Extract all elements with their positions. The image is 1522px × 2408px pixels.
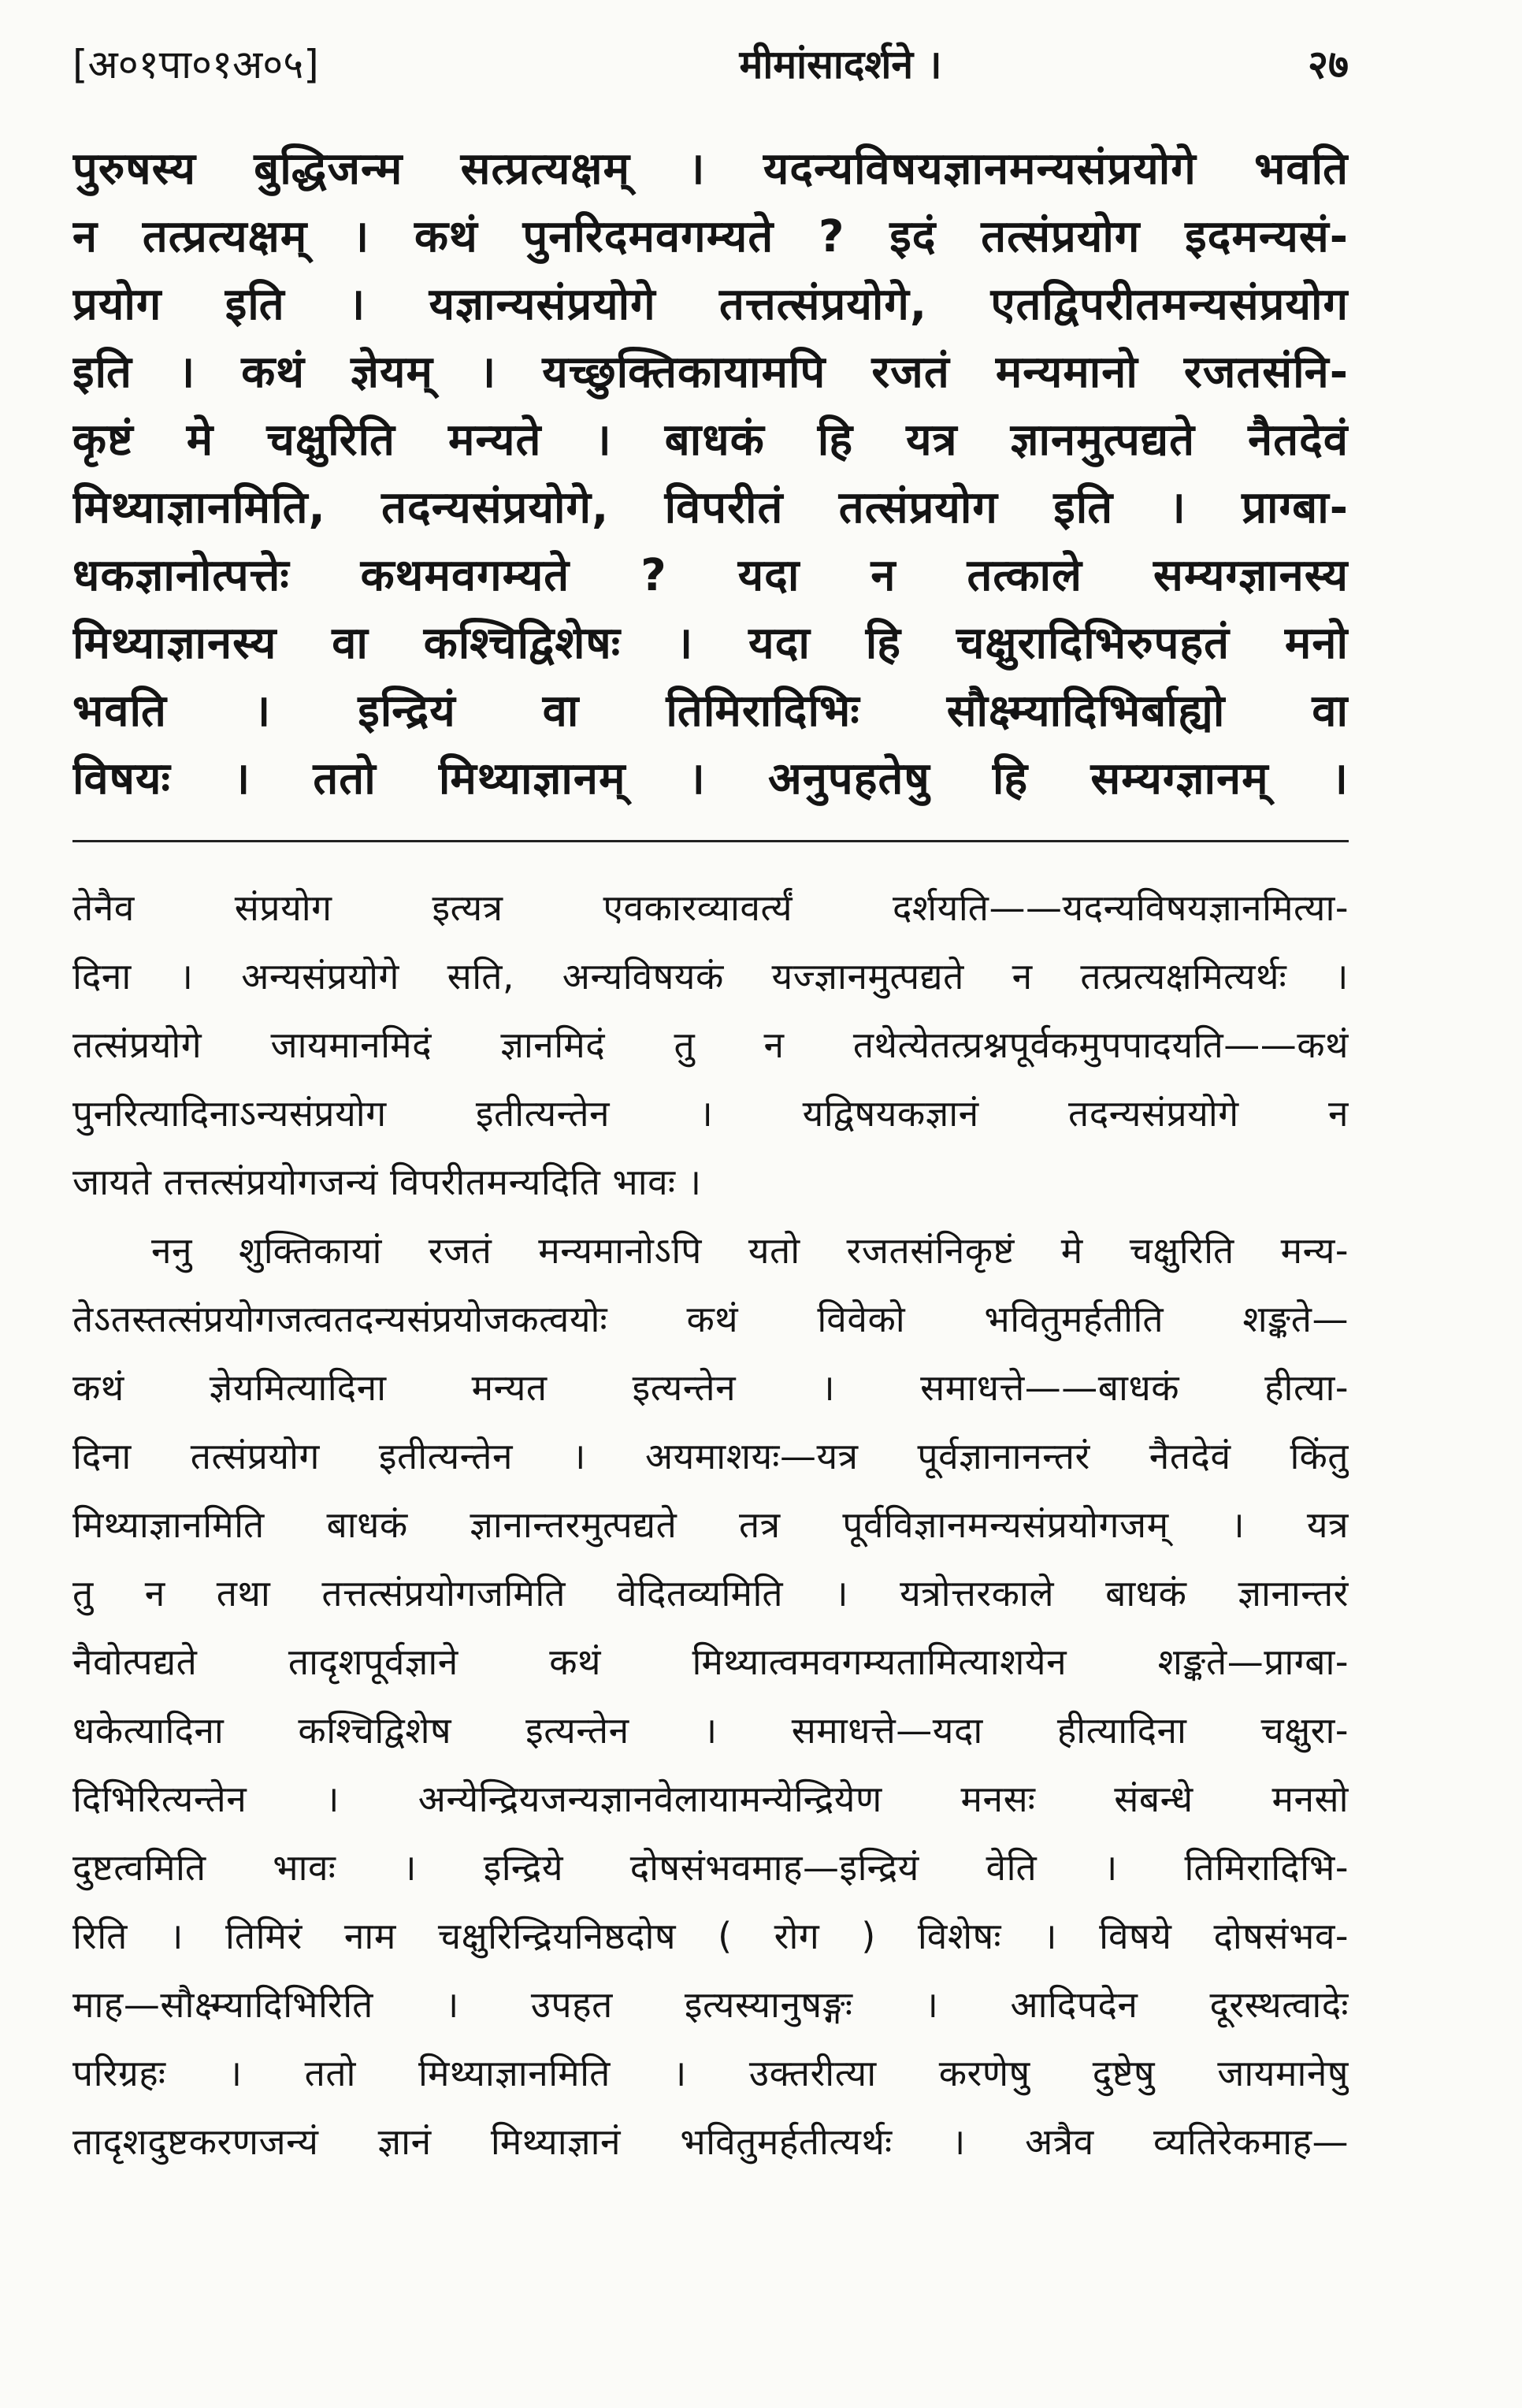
commentary-line: दिना । अन्यसंप्रयोगे सति, अन्यविषयकं यज्ज्ञानमुत्पद्यते न तत्प्रत्यक्षमित्यर्थः । xyxy=(72,955,1349,998)
commentary-line: दिना तत्संप्रयोग इतीत्यन्तेन । अयमाशयः—यत्र पूर्वज्ञानानन्तरं नैतदेवं किंतु xyxy=(72,1435,1349,1477)
commentary-line: पुनरित्यादिनाऽन्यसंप्रयोग इतीत्यन्तेन । यद्विषयकज्ञानं तदन्यसंप्रयोगे न xyxy=(72,1092,1349,1135)
commentary-line: मिथ्याज्ञानमिति बाधकं ज्ञानान्तरमुत्पद्यते तत्र पूर्वविज्ञानमन्यसंप्रयोगजम् । यत्र xyxy=(72,1503,1349,1546)
commentary-line: दुष्टत्वमिति भावः । इन्द्रिये दोषसंभवमाह—इन्द्रियं वेति । तिमिरादिभि- xyxy=(72,1846,1349,1889)
bhashya-line: प्रयोग इति । यज्ञान्यसंप्रयोगे तत्तत्संप्रयोगे, एतद्विपरीतमन्यसंप्रयोग xyxy=(72,279,1349,330)
bhashya-text xyxy=(72,136,1349,813)
commentary-line: नैवोत्पद्यते तादृशपूर्वज्ञाने कथं मिथ्यात्वमवगम्यतामित्याशयेन शङ्कते—प्राग्बा- xyxy=(72,1641,1349,1683)
bhashya-line: पुरुषस्य बुद्धिजन्म सत्प्रत्यक्षम् । यदन्यविषयज्ञानमन्यसंप्रयोगे भवति xyxy=(72,143,1349,195)
commentary-line: तु न तथा तत्तत्संप्रयोगजमिति वेदितव्यमिति । यत्रोत्तरकाले बाधकं ज्ञानान्तरं xyxy=(72,1572,1349,1615)
bhashya-line: धकज्ञानोत्पत्तेः कथमवगम्यते ? यदा न तत्काले सम्यग्ज्ञानस्य xyxy=(72,550,1349,601)
bhashya-line: कृष्टं मे चक्षुरिति मन्यते । बाधकं हि यत्र ज्ञानमुत्पद्यते नैतदेवं xyxy=(72,414,1349,466)
section-reference: [अ०१पा०१अ०५] xyxy=(72,42,319,87)
bhashya-line: मिथ्याज्ञानस्य वा कश्चिद्विशेषः । यदा हि चक्षुरादिभिरुपहतं मनो xyxy=(72,618,1349,669)
commentary-line: जायते तत्तत्संप्रयोगजन्यं विपरीतमन्यदिति भावः । xyxy=(72,1161,702,1203)
commentary-line: परिग्रहः । ततो मिथ्याज्ञानमिति । उक्तरीत्या करणेषु दुष्टेषु जायमानेषु xyxy=(72,2052,1349,2094)
commentary-line: दिभिरित्यन्तेन । अन्येन्द्रियजन्यज्ञानवेलायामन्येन्द्रियेण मनसः संबन्धे मनसो xyxy=(72,1778,1349,1820)
commentary-line: तेनैव संप्रयोग इत्यत्र एवकारव्यावर्त्यं दर्शयति——यदन्यविषयज्ञानमित्या- xyxy=(72,886,1349,929)
commentary-line: कथं ज्ञेयमित्यादिना मन्यत इत्यन्तेन । समाधत्ते——बाधकं हीत्या- xyxy=(72,1366,1349,1409)
running-header xyxy=(72,41,1349,136)
page-number: २७ xyxy=(1308,42,1349,87)
commentary-line: रिति । तिमिरं नाम चक्षुरिन्द्रियनिष्ठदोष ( रोग ) विशेषः । विषये दोषसंभव- xyxy=(72,1915,1349,1957)
running-title: मीमांसादर्शने । xyxy=(739,42,942,87)
commentary-line: तेऽतस्तत्संप्रयोगजत्वतदन्यसंप्रयोजकत्वयोः कथं विवेको भवितुमर्हतीति शङ्कते— xyxy=(72,1298,1349,1340)
bhashya-line: न तत्प्रत्यक्षम् । कथं पुनरिदमवगम्यते ? इदं तत्संप्रयोग इदमन्यसं- xyxy=(72,211,1349,262)
separator-rule xyxy=(72,840,1349,842)
commentary-line: तत्संप्रयोगे जायमानमिदं ज्ञानमिदं तु न तथेत्येतत्प्रश्नपूर्वकमुपपादयति——कथं xyxy=(72,1024,1349,1066)
commentary-line: तादृशदुष्टकरणजन्यं ज्ञानं मिथ्याज्ञानं भवितुमर्हतीत्यर्थः । अत्रैव व्यतिरेकमाह— xyxy=(72,2120,1349,2163)
bhashya-line: मिथ्याज्ञानमिति, तदन्यसंप्रयोगे, विपरीतं तत्संप्रयोग इति । प्राग्बा- xyxy=(72,482,1349,533)
commentary-line: माह—सौक्ष्म्यादिभिरिति । उपहत इत्यस्यानुषङ्गः । आदिपदेन दूरस्थत्वादेः xyxy=(72,1983,1349,2026)
bhashya-line: भवति । इन्द्रियं वा तिमिरादिभिः सौक्ष्म्यादिभिर्बाह्यो वा xyxy=(72,686,1349,737)
bhashya-line: विषयः । ततो मिथ्याज्ञानम् । अनुपहतेषु हि सम्यग्ज्ञानम् । xyxy=(72,753,1349,805)
commentary-line: धकेत्यादिना कश्चिद्विशेष इत्यन्तेन । समाधत्ते—यदा हीत्यादिना चक्षुरा- xyxy=(72,1709,1349,1752)
bhashya-line: इति । कथं ज्ञेयम् । यच्छुक्तिकायामपि रजतं मन्यमानो रजतसंनि- xyxy=(72,347,1349,398)
commentary-text xyxy=(72,874,1349,2176)
commentary-line: ननु शुक्तिकायां रजतं मन्यमानोऽपि यतो रजतसंनिकृष्टं मे चक्षुरिति मन्य- xyxy=(151,1229,1349,1272)
